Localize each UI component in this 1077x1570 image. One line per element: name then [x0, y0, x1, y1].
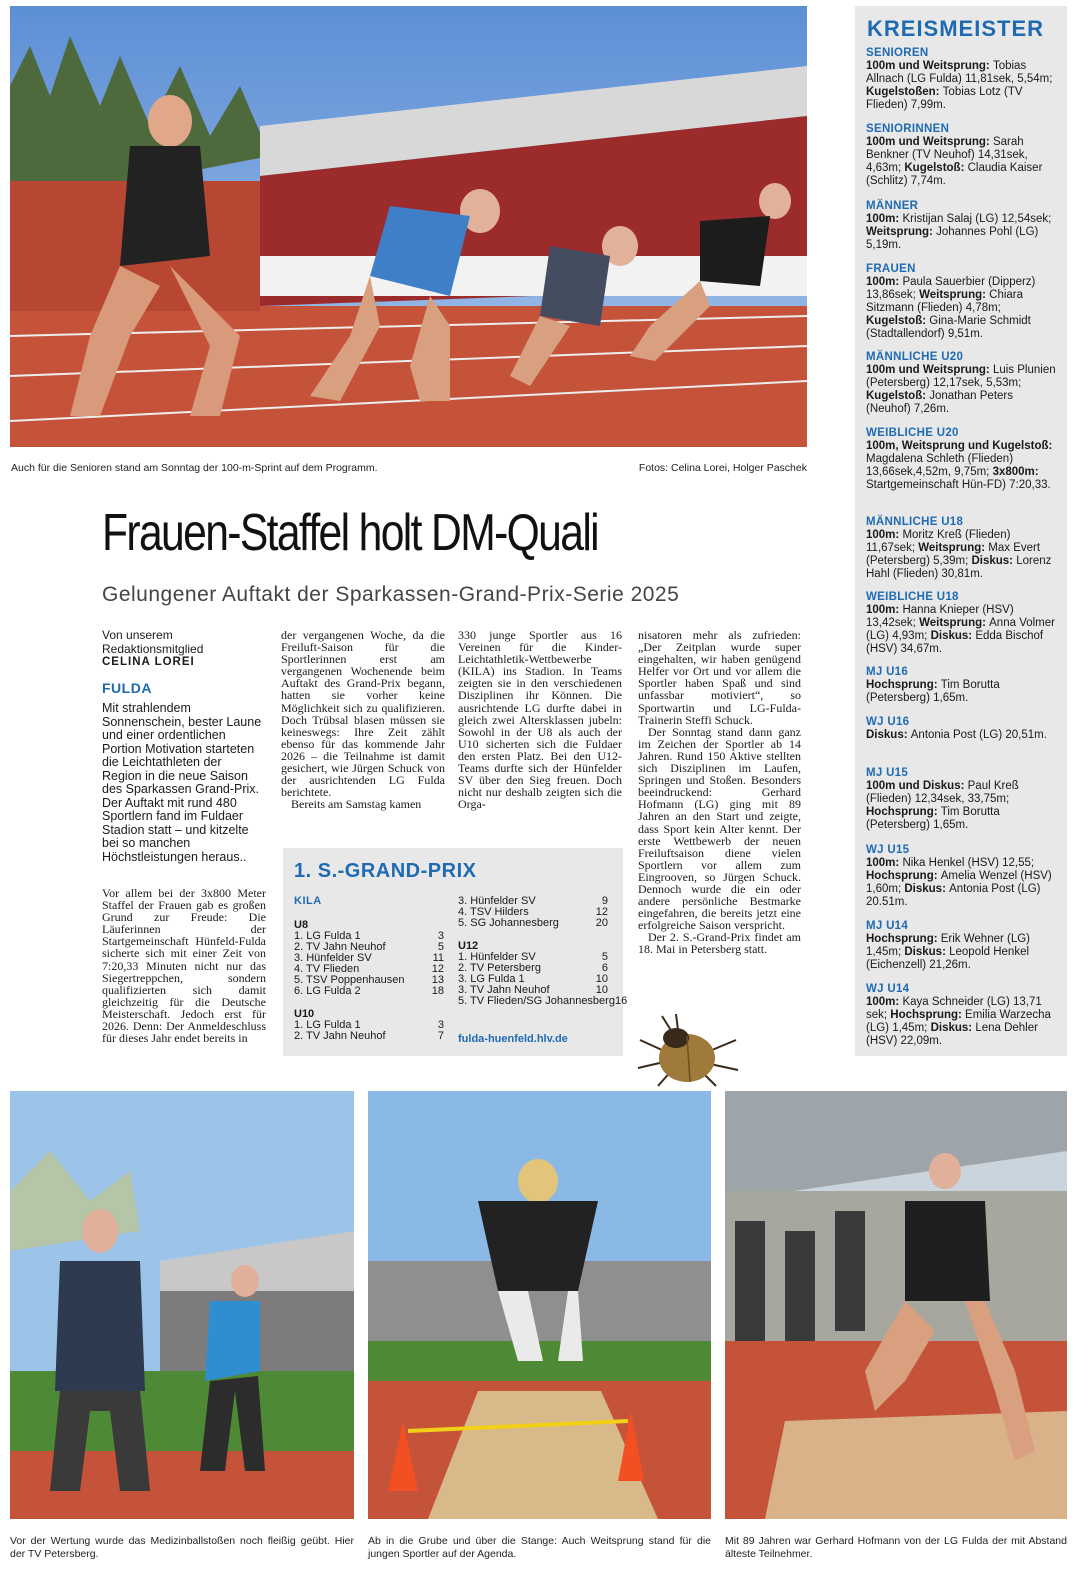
result-text: Lena Dehler (HSV) 22,09m.	[866, 1022, 1038, 1047]
kreismeister-category: WJ U16	[866, 716, 910, 728]
kreismeister-category: SENIORINNEN	[866, 123, 950, 135]
body-paragraph: der vergangenen Woche, da die Freiluft-Saison für die Sportlerinnen erst am vergangenen Wochenende beim Auftakt des Grand-Prix begann, hatten sie vorher keine Möglichkeit sich zu qualifizieren. Doch Trübsal blasen müssen sie keineswegs: Ihre Zeit zählt ebenso für das kommende Jahr 2026 – die Teilnahme ist damit gesichert, wie Jürgen Schuck von der ausrichtenden LG Fulda berichtete.	[281, 628, 445, 800]
result-text: Tobias Allnach (LG Fulda) 11,81sek, 5,54m;	[866, 60, 1053, 85]
kreismeister-section	[866, 427, 1056, 492]
team-name: 4. TV Flieden	[294, 963, 360, 975]
team-name: 5. TSV Poppenhausen	[294, 974, 405, 986]
kreismeister-category: WEIBLICHE U20	[866, 427, 959, 439]
team-points: 7	[437, 1030, 444, 1042]
kreismeister-category: WJ U14	[866, 983, 910, 995]
kreismeister-title: KREISMEISTER	[867, 16, 1045, 41]
kila-label: KILA	[294, 895, 322, 907]
kreismeister-results	[866, 60, 1056, 112]
results-group-heading: U8	[294, 919, 309, 931]
results-row	[458, 918, 608, 929]
result-text: Anna Volmer (LG) 4,93m;	[866, 617, 1055, 642]
kreismeister-results	[866, 136, 1056, 188]
result-text: Jonathan Peters (Neuhof) 7,26m.	[866, 390, 1014, 415]
result-text: Johannes Pohl (LG) 5,19m.	[866, 226, 1039, 251]
kreismeister-results	[866, 604, 1056, 656]
kreismeister-section	[866, 200, 1056, 252]
sprint-start-photo	[10, 6, 807, 447]
team-name: 5. TV Flieden/SG Johannesberg	[458, 995, 615, 1007]
kreismeister-results	[866, 857, 1056, 909]
body-paragraph: Der 2. S.-Grand-Prix findet am 18. Mai in Petersberg statt.	[638, 930, 801, 957]
result-text: Tim Borutta (Petersberg) 1,65m.	[866, 806, 1000, 831]
team-points: 16	[614, 995, 628, 1007]
results-u10-continued	[458, 896, 608, 929]
result-text: Hanna Knieper (HSV) 13,42sek;	[866, 604, 1014, 629]
discipline-label: 100m:	[866, 857, 903, 869]
grand-prix-results-box	[283, 848, 628, 1056]
dateline: FULDA	[102, 680, 152, 696]
body-paragraph: Vor allem bei der 3x800 Meter Staffel der Frauen gab es großen Grund zur Freude: Die Läuferinnen der Startgemeinschaft Hünfeld-Fulda sicherte sich mit einer Zeit von 7:20,33 Minuten nicht nur das Siegertreppchen, sondern qualifizierten sich damit gleichzeitig für die Deutsche Meisterschaft. Jedoch erst für 2026. Denn: Der Anmeldeschluss für dieses Jahr endet bereits in	[102, 886, 266, 1046]
discipline-label: Hochsprung:	[866, 679, 941, 691]
byline-author: CELINA LOREI	[102, 656, 195, 668]
photo-caption-medicine-ball: Vor der Wertung wurde das Medizinballstoßen noch fleißig geübt. Hier der TV Petersberg.	[10, 1535, 354, 1560]
results-u8	[294, 920, 444, 997]
discipline-label: Hochsprung:	[866, 806, 941, 818]
team-points: 9	[601, 895, 608, 907]
result-text: Startgemeinschaft Hün-FD) 7:20,33.	[866, 479, 1051, 491]
hlv-website-link[interactable]: fulda-huenfeld.hlv.de	[458, 1033, 568, 1045]
kreismeister-category: MÄNNER	[866, 200, 919, 212]
photo-caption-senior: Mit 89 Jahren war Gerhard Hofmann von der LG Fulda der mit Abstand älteste Teilnehmer.	[725, 1535, 1067, 1560]
kreismeister-results	[866, 933, 1056, 972]
discipline-label: Diskus:	[930, 1022, 976, 1034]
body-paragraph: nisatoren mehr als zufrieden: „Der Zeitplan wurde super eingehalten, wir haben genügend Helfer vor Ort und vor allem die Sportler haben Spaß und sind unfassbar motiviert“, so Sportwartin und LG-Fulda-Trainerin Steffi Schuck.	[638, 628, 801, 727]
result-text: Kristijan Salaj (LG) 12,54sek;	[902, 213, 1052, 225]
result-text: Emilia Warzecha (LG) 1,45m;	[866, 1009, 1051, 1034]
result-text: Nika Henkel (HSV) 12,55;	[902, 857, 1035, 869]
medicine-ball-photo	[10, 1091, 354, 1519]
team-points: 11	[432, 952, 444, 964]
discipline-label: Diskus:	[971, 555, 1017, 567]
kreismeister-section	[866, 263, 1056, 341]
team-points: 5	[601, 951, 608, 963]
discipline-label: Weitsprung:	[918, 542, 989, 554]
result-text: Paul Kreß (Flieden) 12,34sek, 33,75m;	[866, 780, 1019, 805]
body-paragraph: Bereits am Samstag kamen	[291, 797, 422, 812]
discipline-label: Diskus:	[904, 946, 950, 958]
discipline-label: 100m und Weitsprung:	[866, 364, 993, 376]
body-column-1	[102, 887, 266, 1044]
team-name: 1. Hünfelder SV	[458, 951, 536, 963]
team-points: 20	[595, 917, 608, 929]
result-text: Leopold Henkel (Eichenzell) 21,26m.	[866, 946, 1030, 971]
article-intro: Mit strahlendem Sonnenschein, bester Laune und einer ordentlichen Portion Motivation starteten die Leichtathleten der Region in die neue Saison des Sparkassen Grand-Prix. Der Auftakt mit rund 480 Sportlern fand im Fuldaer Stadion statt – und kitzelte bei so manchen Höchstleistungen heraus..	[102, 701, 262, 864]
team-points: 12	[595, 906, 608, 918]
article-subheadline: Gelungener Auftakt der Sparkassen-Grand-Prix-Serie 2025	[102, 583, 680, 606]
team-name: 2. TV Jahn Neuhof	[294, 1030, 386, 1042]
body-column-3	[458, 629, 622, 810]
result-text: Antonia Post (LG) 20.51m.	[866, 883, 1041, 908]
kreismeister-results	[866, 729, 1056, 742]
kreismeister-category: FRAUEN	[866, 263, 916, 275]
discipline-label: 100m:	[866, 529, 903, 541]
team-points: 3	[437, 930, 444, 942]
body-paragraph: 330 junge Sportler aus 16 Vereinen für die Kinder-Leichtathletik-Wettbewerbe (KILA) ins Stadion. In Teams zeigten sie in den verschiedenen Disziplinen ihr Können. Die ausrichtende LG durfte dabei in gleich zwei Altersklassen jubeln: Sowohl in der U8 als auch der U10 sicherten sich die Fuldaer den ersten Platz. Bei den U12-Teams durfte sich der Hünfelder SV über den Sieg freuen. Doch nicht nur deshalb zeigten sich die Orga-	[458, 628, 622, 812]
team-name: 6. LG Fulda 2	[294, 985, 361, 997]
team-name: 3. LG Fulda 1	[458, 973, 525, 985]
discipline-label: Kugelstoßen:	[866, 86, 943, 98]
discipline-label: 100m und Weitsprung:	[866, 60, 993, 72]
result-text: Luis Plunien (Petersberg) 12,17sek, 5,53m;	[866, 364, 1056, 389]
kreismeister-results	[866, 679, 1056, 705]
result-text: Antonia Post (LG) 20,51m.	[910, 729, 1047, 741]
discipline-label: Hochsprung:	[890, 1009, 966, 1021]
kreismeister-results	[866, 364, 1056, 416]
result-text: Kaya Schneider (LG) 13,71 sek;	[866, 996, 1042, 1021]
result-text: Amelia Wenzel (HSV) 1,60m;	[866, 870, 1052, 895]
discipline-label: Weitsprung:	[919, 289, 990, 301]
results-group-heading: U10	[294, 1008, 315, 1020]
team-name: 3. Hünfelder SV	[458, 895, 536, 907]
kreismeister-section	[866, 351, 1056, 416]
team-points: 5	[437, 941, 444, 953]
result-text: Gina-Marie Schmidt (Stadtallendorf) 9,51m.	[866, 315, 1031, 340]
results-group-heading: U12	[458, 940, 479, 952]
senior-long-jump-photo	[725, 1091, 1067, 1519]
result-text: Edda Bischof (HSV) 34,67m.	[866, 630, 1044, 655]
kreismeister-results	[866, 529, 1056, 581]
body-column-2	[281, 629, 445, 810]
discipline-label: Weitsprung:	[919, 617, 990, 629]
kreismeister-results	[866, 780, 1056, 832]
kreismeister-category: MÄNNLICHE U18	[866, 516, 964, 528]
result-text: Tim Borutta (Petersberg) 1,65m.	[866, 679, 1000, 704]
kreismeister-sidebar	[855, 6, 1067, 1056]
team-name: 5. SG Johannesberg	[458, 917, 559, 929]
beetle-illustration	[632, 1010, 744, 1088]
result-text: Lorenz Hahl (Flieden) 30,81m.	[866, 555, 1052, 580]
kreismeister-section	[866, 983, 1056, 1048]
kreismeister-category: SENIOREN	[866, 47, 929, 59]
result-text: Paula Sauerbier (Dipperz) 13,86sek;	[866, 276, 1036, 301]
results-u12	[458, 940, 628, 1007]
result-text: Magdalena Schleth (Flieden) 13,66sek,4,52m, 9,75m;	[866, 453, 1014, 478]
discipline-label: 100m:	[866, 213, 903, 225]
discipline-label: 100m und Diskus:	[866, 780, 968, 792]
kreismeister-section	[866, 123, 1056, 188]
team-name: 1. LG Fulda 1	[294, 1019, 361, 1031]
team-points: 10	[595, 984, 608, 996]
result-text: Moritz Kreß (Flieden) 11,67sek;	[866, 529, 1011, 554]
kreismeister-section	[866, 666, 1056, 705]
team-name: 3. Hünfelder SV	[294, 952, 372, 964]
discipline-label: 3x800m:	[992, 466, 1039, 478]
team-points: 13	[431, 974, 444, 986]
kreismeister-results	[866, 276, 1056, 341]
result-text: Claudia Kaiser (Schlitz) 7,74m.	[866, 162, 1043, 187]
photo-caption-long-jump: Ab in die Grube und über die Stange: Auch Weitsprung stand für die jungen Sportler auf der Agenda.	[368, 1535, 711, 1560]
long-jump-photo	[368, 1091, 711, 1519]
team-points: 12	[431, 963, 444, 975]
discipline-label: Weitsprung:	[866, 226, 937, 238]
kreismeister-section	[866, 716, 1056, 742]
kreismeister-results	[866, 213, 1056, 252]
body-paragraph: Der Sonntag stand dann ganz im Zeichen der Sportler ab 14 Jahren. Rund 150 Aktive stellten sich Disziplinen im Laufen, Springen und Stoßen. Besonders beeindruckend: Gerhard Hofmann (LG) ging mit 89 Jahren an den Start und zeigte, dass Sport kein Alter kennt. Der erste Wettbewerb der neuen Freiluftsaison diene vielen Sportlern vor allem zum Eingrooven, so Jürgen Schuck. Dennoch wurde die ein oder andere persönliche Bestmarke eingefahren, die bereits jetzt eine erfolgreiche Saison verspricht.	[638, 724, 801, 933]
kreismeister-results	[866, 440, 1056, 492]
discipline-label: Kugelstoß:	[866, 390, 930, 402]
discipline-label: Kugelstoß:	[866, 315, 930, 327]
discipline-label: 100m:	[866, 996, 903, 1008]
article-headline: Frauen-Staffel holt DM-Quali	[102, 504, 598, 562]
result-text: Tobias Lotz (TV Flieden) 7,99m.	[866, 86, 1023, 111]
kreismeister-category: MÄNNLICHE U20	[866, 351, 964, 363]
team-points: 10	[595, 973, 608, 985]
team-name: 2. TV Jahn Neuhof	[294, 941, 386, 953]
grand-prix-title: 1. S.-GRAND-PRIX	[294, 860, 477, 882]
team-name: 2. TV Petersberg	[458, 962, 541, 974]
kreismeister-category: MJ U14	[866, 920, 909, 932]
result-text: Chiara Sitzmann (Flieden) 4,78m;	[866, 289, 1024, 314]
kreismeister-section	[866, 516, 1056, 581]
top-photo-caption: Auch für die Senioren stand am Sonntag der 100-m-Sprint auf dem Programm.	[11, 462, 378, 474]
results-row	[294, 986, 444, 997]
team-points: 3	[437, 1019, 444, 1031]
kreismeister-section	[866, 844, 1056, 909]
photo-credit: Fotos: Celina Lorei, Holger Paschek	[638, 462, 807, 474]
results-row	[458, 995, 628, 1007]
discipline-label: 100m, Weitsprung und Kugelstoß:	[866, 440, 1053, 452]
results-u10	[294, 1009, 444, 1042]
team-name: 4. TSV Hilders	[458, 906, 529, 918]
byline-prefix: Von unserem Redaktionsmitglied	[102, 628, 204, 656]
discipline-label: Diskus:	[866, 729, 911, 741]
byline	[102, 629, 262, 670]
kreismeister-category: MJ U16	[866, 666, 909, 678]
result-text: Erik Wehner (LG) 1,45m;	[866, 933, 1031, 958]
kreismeister-category: WJ U15	[866, 844, 910, 856]
results-row	[294, 1031, 444, 1042]
kreismeister-section	[866, 920, 1056, 972]
body-column-4	[638, 629, 801, 956]
discipline-label: 100m und Weitsprung:	[866, 136, 993, 148]
team-name: 1. LG Fulda 1	[294, 930, 361, 942]
kreismeister-category: WEIBLICHE U18	[866, 591, 959, 603]
team-points: 18	[431, 985, 444, 997]
result-text: Sarah Benkner (TV Neuhof) 14,31sek, 4,63m;	[866, 136, 1028, 174]
kreismeister-section	[866, 591, 1056, 656]
discipline-label: Kugelstoß:	[904, 162, 968, 174]
discipline-label: Hochsprung:	[866, 870, 941, 882]
discipline-label: Hochsprung:	[866, 933, 941, 945]
team-points: 6	[601, 962, 608, 974]
discipline-label: 100m:	[866, 276, 903, 288]
kreismeister-section	[866, 47, 1056, 112]
team-name: 3. TV Jahn Neuhof	[458, 984, 550, 996]
discipline-label: 100m:	[866, 604, 903, 616]
discipline-label: Diskus:	[904, 883, 950, 895]
kreismeister-category: MJ U15	[866, 767, 909, 779]
discipline-label: Diskus:	[930, 630, 976, 642]
result-text: Max Evert (Petersberg) 5,39m;	[866, 542, 1041, 567]
kreismeister-section	[866, 767, 1056, 832]
kreismeister-results	[866, 996, 1056, 1048]
